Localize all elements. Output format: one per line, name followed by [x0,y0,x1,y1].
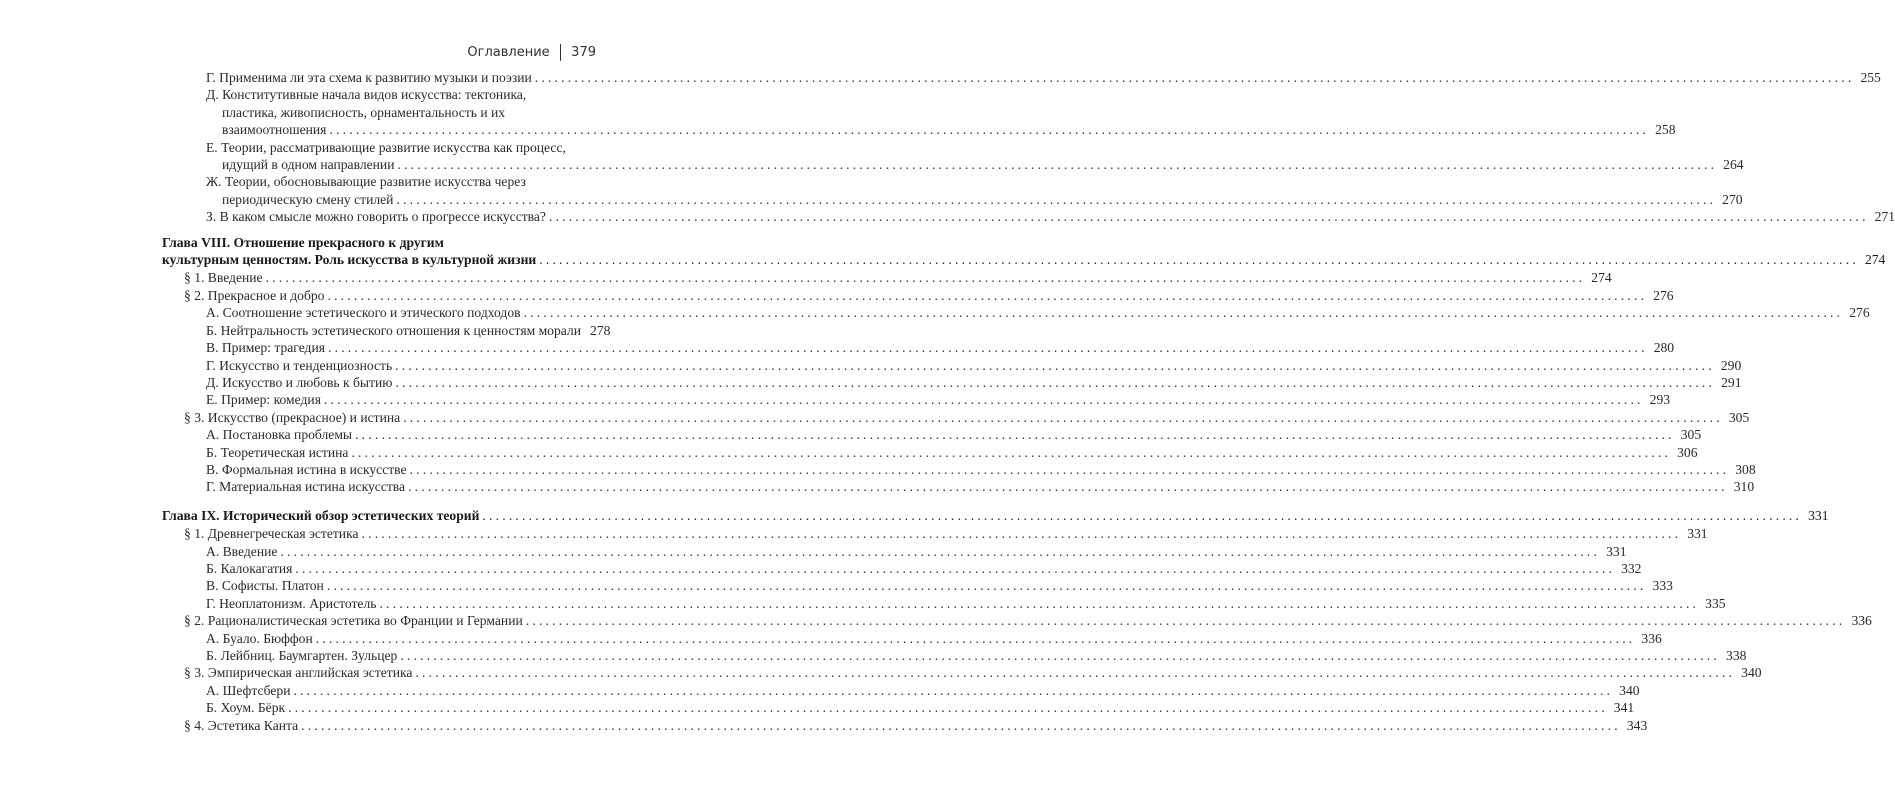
running-header [467,44,596,61]
toc-subsection[interactable] [162,478,1755,495]
toc-line [206,121,1676,138]
dot-leader: ........................................................................................................................................................................................................ [328,340,1648,356]
toc-entry-title: Г. Материальная истина искусства [206,479,406,495]
dot-leader: ........................................................................................................................................................................................................ [293,682,1614,698]
toc-page-number: 270 [1722,191,1743,207]
toc-page-number: 336 [1851,613,1872,629]
toc-subsection[interactable] [162,86,1676,138]
dot-leader: ........................................................................................................................................................................................................ [280,543,1601,559]
toc-section[interactable] [162,525,1708,542]
toc-entry-title: В. Формальная истина в искусстве [206,461,407,477]
dot-leader: ........................................................................................................................................................................................................ [323,392,1644,408]
toc-page-number: 305 [1680,427,1702,443]
toc-subsection[interactable] [162,304,1870,321]
toc-entry-title: Г. Искусство и тенденциозность [206,357,393,373]
toc-page-number: 341 [1613,700,1635,716]
toc-subsection[interactable] [162,543,1627,560]
toc-entry-title: В. Софисты. Платон [206,578,324,594]
toc-entry-title: взаимоотношения [222,122,327,138]
toc-line [206,357,1742,374]
toc-page-number: 305 [1728,409,1750,425]
toc-entry-title: § 4. Эстетика Канта [184,717,299,733]
toc-entry-title: А. Шефтсбери [206,682,291,698]
dot-leader: ........................................................................................................................................................................................................ [355,427,1675,443]
toc-entry-title: Глава VIII. Отношение прекрасного к другим [162,234,444,250]
toc-line [184,269,1612,286]
dot-leader: ........................................................................................................................................................................................................ [395,357,1715,373]
toc-subsection[interactable] [162,560,1642,577]
toc-subsection[interactable] [162,322,611,339]
toc-entry-title: Д. Искусство и любовь к бытию [206,374,393,390]
dot-leader: ........................................................................................................................................................................................................ [395,374,1716,390]
toc-line [184,287,1674,304]
toc-page-number: 264 [1723,157,1744,173]
toc-subsection[interactable] [162,630,1662,647]
toc-page-number: 276 [1653,287,1674,303]
toc-page-number: 306 [1677,444,1698,460]
dot-leader: ........................................................................................................................................................................................................ [327,287,1648,303]
toc-line [206,374,1742,391]
toc-subsection[interactable] [162,426,1702,443]
toc-subsection[interactable] [162,374,1742,391]
toc-page-number: 274 [1864,252,1886,268]
toc-subsection[interactable] [162,461,1756,478]
toc-entry-title: культурным ценностям. Роль искусства в культурной жизни [162,252,537,268]
toc-line [184,612,1872,629]
dot-leader: ........................................................................................................................................................................................................ [326,578,1647,594]
toc-entry-title: Е. Пример: комедия [206,392,321,408]
toc-line [206,173,598,190]
toc-line [206,104,598,121]
toc-subsection[interactable] [162,595,1726,612]
toc-page-number: 331 [1606,543,1627,559]
toc-page-number: 290 [1720,357,1742,373]
toc-line [184,717,1648,734]
toc-line [162,234,598,251]
toc-line [184,664,1762,681]
toc-page-number: 340 [1619,682,1640,698]
dot-leader: ........................................................................................................................................................................................................ [295,560,1616,576]
dot-leader: ........................................................................................................................................................................................................ [361,526,1682,542]
toc-line [206,647,1747,664]
dot-leader: ........................................................................................................................................................................................................ [301,717,1621,733]
toc-entry-title: А. Постановка проблемы [206,427,353,443]
toc-line [184,409,1750,426]
toc-line [162,507,1829,524]
header-title: Оглавление [467,45,550,60]
toc-line [206,339,1675,356]
toc-entry-title: А. Соотношение эстетического и этического подходов [206,305,521,321]
toc-entry-title: Е. Теории, рассматривающие развитие искусства как процесс, [206,139,566,155]
toc-subsection[interactable] [162,444,1698,461]
toc-line [206,560,1642,577]
dot-leader: ........................................................................................................................................................................................................ [539,252,1859,268]
toc-page-number: 274 [1591,270,1612,286]
toc-line [206,208,1895,225]
dot-leader: ........................................................................................................................................................................................................ [409,461,1730,477]
toc-chapter[interactable] [162,234,1886,269]
toc-line [206,699,1635,716]
toc-page-number: 332 [1621,560,1642,576]
toc-entry-title: Глава IX. Исторический обзор эстетических теорий [162,507,480,523]
toc-entry-title: § 3. Эмпирическая английская эстетика [184,665,413,681]
toc-page-number: 271 [1874,209,1895,225]
toc-page-number: 278 [589,322,611,338]
toc-subsection[interactable] [162,647,1747,664]
toc-line [206,461,1756,478]
toc-entry-title: Б. Нейтральность эстетического отношения к ценностям морали [206,322,581,338]
dot-leader: ........................................................................................................................................................................................................ [396,191,1717,207]
toc-entry-title: § 2. Прекрасное и добро [184,287,325,303]
dot-leader: ........................................................................................................................................................................................................ [351,444,1672,460]
toc-page-number: 331 [1687,526,1708,542]
toc-page-number: 336 [1641,630,1662,646]
toc-entry-title: § 2. Рационалистическая эстетика во Франции и Германии [184,613,523,629]
toc-entry-title: периодическую смену стилей [222,191,394,207]
dot-leader: ........................................................................................................................................................................................................ [403,409,1723,425]
toc-entry-title: З. В каком смысле можно говорить о прогрессе искусства? [206,209,546,225]
dot-leader: ........................................................................................................................................................................................................ [288,700,1608,716]
toc-entry-title: Г. Применима ли эта схема к развитию музыки и поэзии [206,70,532,85]
toc-entry-title: § 1. Древнегреческая эстетика [184,526,359,542]
toc-entry-title: А. Введение [206,543,278,559]
toc-section[interactable] [162,664,1762,681]
toc-entry-title: Д. Конститутивные начала видов искусства: тектоника, [206,87,527,103]
toc-section[interactable] [162,717,1648,734]
header-page-number: 379 [571,45,596,60]
dot-leader: ........................................................................................................................................................................................................ [265,270,1586,286]
toc-subsection[interactable] [162,682,1640,699]
toc-line [206,682,1640,699]
toc-line [206,630,1662,647]
toc-line [206,304,1870,321]
toc-section[interactable] [162,409,1750,426]
toc-page-number: 308 [1735,461,1756,477]
toc-subsection[interactable] [162,577,1673,594]
dot-leader: ........................................................................................................................................................................................................ [534,70,1855,85]
header-divider [560,44,562,61]
toc-line [206,478,1755,495]
toc-page-number: 255 [1860,70,1881,85]
table-of-contents [162,69,1895,734]
toc-line [206,426,1702,443]
toc-line [206,69,1881,86]
toc-page-number: 343 [1626,717,1648,733]
dot-leader: ........................................................................................................................................................................................................ [408,479,1728,495]
toc-page-number: 258 [1655,122,1676,138]
toc-page-number: 331 [1808,507,1829,523]
toc-line [206,191,1743,208]
toc-page-number: 338 [1726,648,1747,663]
toc-subsection[interactable] [162,173,1743,208]
dot-leader: ........................................................................................................................................................................................................ [329,122,1650,138]
dot-leader: ........................................................................................................................................................................................................ [400,648,1721,663]
toc-page-number: 340 [1741,665,1762,681]
toc-entry-title: В. Пример: трагедия [206,340,325,356]
toc-entry-title: Б. Теоретическая истина [206,444,349,460]
toc-section[interactable] [162,269,1612,286]
toc-entry-title: Б. Калокагатия [206,560,293,576]
toc-entry-title: § 3. Искусство (прекрасное) и истина [184,409,401,425]
dot-leader: ........................................................................................................................................................................................................ [315,630,1636,646]
toc-subsection[interactable] [162,357,1742,374]
toc-section[interactable] [162,287,1674,304]
dot-leader: ........................................................................................................................................................................................................ [415,665,1736,681]
toc-entry-title: А. Буало. Бюффон [206,630,313,646]
toc-line [206,139,598,156]
toc-line [206,86,598,103]
toc-line [206,595,1726,612]
toc-subsection[interactable] [162,339,1675,356]
dot-leader: ........................................................................................................................................................................................................ [397,157,1718,173]
toc-subsection[interactable] [162,208,1895,225]
toc-line [206,322,611,339]
toc-page-number: 280 [1653,340,1675,356]
dot-leader: ........................................................................................................................................................................................................ [379,595,1700,611]
toc-page-number: 293 [1649,392,1671,408]
toc-subsection[interactable] [162,699,1635,716]
toc-page-number: 310 [1733,479,1755,495]
dot-leader: ........................................................................................................................................................................................................ [548,209,1869,225]
toc-subsection[interactable] [162,139,1744,174]
toc-page-number: 335 [1705,595,1726,611]
toc-page-number: 333 [1652,578,1673,594]
toc-entry-title: Ж. Теории, обосновывающие развитие искусства через [206,174,526,190]
dot-leader: ........................................................................................................................................................................................................ [482,507,1803,523]
toc-line [206,543,1627,560]
toc-subsection[interactable] [162,69,1881,86]
toc-subsection[interactable] [162,391,1671,408]
toc-entry-title: пластика, живописность, орнаментальность и их [222,104,506,120]
toc-line [162,251,1886,268]
dot-leader: ........................................................................................................................................................................................................ [523,305,1844,321]
toc-line [206,391,1671,408]
toc-section[interactable] [162,612,1872,629]
toc-line [206,156,1744,173]
toc-entry-title: идущий в одном направлении [222,157,395,173]
toc-line [184,525,1708,542]
toc-entry-title: Б. Лейбниц. Баумгартен. Зульцер [206,648,398,663]
toc-entry-title: § 1. Введение [184,270,263,286]
toc-chapter[interactable] [162,507,1829,524]
toc-entry-title: Г. Неоплатонизм. Аристотель [206,595,377,611]
toc-line [206,444,1698,461]
dot-leader: ........................................................................................................................................................................................................ [525,613,1846,629]
toc-line [206,577,1673,594]
toc-page-number: 291 [1721,374,1742,390]
toc-entry-title: Б. Хоум. Бёрк [206,700,286,716]
toc-page-number: 276 [1849,305,1870,321]
